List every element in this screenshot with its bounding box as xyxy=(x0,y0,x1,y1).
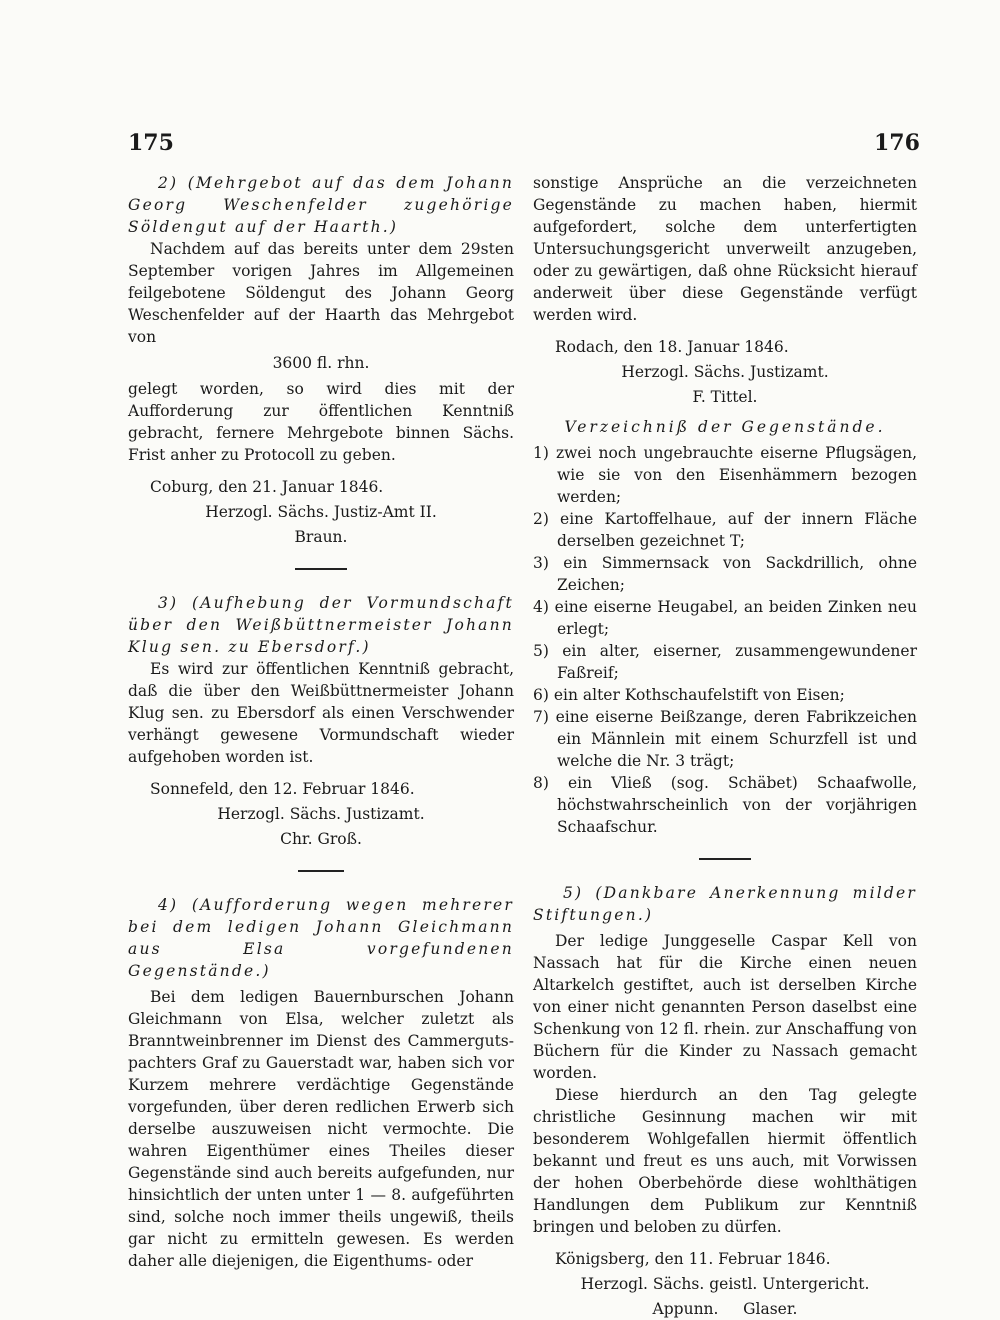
notice-2-text-2: gelegt worden, so wird dies mit der Aufforderung zur öffentlichen Kenntniß gebracht, fernere Mehrgebote binnen Sächs. Frist anher zu Protocoll zu geben. xyxy=(128,380,514,464)
notice-5-text-1: Der ledige Junggeselle Caspar Kell von Nassach hat für die Kirche einen neuen Altarkelch gestiftet, auch ist derselben Kirche von einer nicht genannten Person daselbst eine Schenkung von 12 fl. rhein. zur Anschaffung von Büchern für die Kinder zu Nassach gemacht worden. xyxy=(533,932,917,1082)
notice-4-text: Bei dem ledigen Bauernburschen Johann Gleichmann von Elsa, welcher zuletzt als Branntweinbrenner im Dienst des Cammergutspachters Graf zu Gauerstadt war, haben sich vor Kurzem mehrere verdächtige Gegenstände vorgefunden, über deren redlichen Erwerb sich derselbe auszuweisen nicht vermochte. Die wahren Eigenthümer eines Theiles dieser Gegenstände sind auch bereits aufgefunden, nur hinsichtlich der unten unter 1 — 8. aufgeführten sind, solche noch immer theils ungewiß, theils gar nicht zu ermitteln gewesen. Es werden daher alle diejenigen, die Eigenthums- oder xyxy=(128,988,514,1270)
notice-5-authority: Herzogl. Sächs. geistl. Untergericht. xyxy=(580,1275,870,1293)
notice-2-text-1: Nachdem auf das bereits unter dem 29sten September vorigen Jahres im Allgemeinen feilgebotene Söldengut des Johann Georg Weschenfelder auf der Haarth das Mehrgebot von xyxy=(128,240,514,346)
separator-rule xyxy=(295,568,347,570)
notice-3-signer: Chr. Groß. xyxy=(280,830,362,848)
notice-5-place-date: Königsberg, den 11. Februar 1846. xyxy=(555,1250,831,1268)
list-item: 6) ein alter Kothschaufelstift von Eisen; xyxy=(533,686,845,704)
notice-2-place-date: Coburg, den 21. Januar 1846. xyxy=(150,478,384,496)
page-number-left: 175 xyxy=(128,130,174,156)
notice-3-text: Es wird zur öffentlichen Kenntniß gebracht, daß die über den Weißbüttnermeister Johann Klug sen. zu Ebersdorf als einen Verschwender verhängt gewesene Vormundschaft wieder aufgehoben worden ist. xyxy=(128,660,514,766)
notice-5-text-2: Diese hierdurch an den Tag gelegte christliche Gesinnung machen wir mit besonderem Wohlgefallen hiermit öffentlich bekannt und freut es uns auch, mit Vorwissen der hohen Oberbehörde diese wohlthätigen Handlungen dem Publikum zur Kenntniß bringen und beloben zu dürfen. xyxy=(533,1086,917,1236)
list-item: 2) eine Kartoffelhaue, auf der innern Fläche derselben gezeichnet T; xyxy=(533,510,917,550)
item-list-title: Verzeichniß der Gegenstände. xyxy=(564,418,886,436)
separator-rule xyxy=(699,858,751,860)
notice-3-authority: Herzogl. Sächs. Justizamt. xyxy=(217,805,425,823)
notice-5-signer-1: Appunn. xyxy=(652,1300,719,1318)
notice-5-signer-2: Glaser. xyxy=(743,1300,798,1318)
list-item: 1) zwei noch ungebrauchte eiserne Pflugsägen, wie sie von den Eisenhämmern bezogen werden; xyxy=(533,444,917,506)
notice-4-place-date: Rodach, den 18. Januar 1846. xyxy=(555,338,789,356)
notice-3-heading: 3) (Aufhebung der Vormundschaft über den Weißbüttnermeister Johann Klug sen. zu Ebersdorf.) xyxy=(128,594,514,656)
notice-4-heading: 4) (Aufforderung wegen mehrerer bei dem ledigen Johann Gleichmann aus Elsa vorgefundenen Gegenstände.) xyxy=(128,896,514,980)
notice-3-place-date: Sonnefeld, den 12. Februar 1846. xyxy=(150,780,415,798)
notice-2-heading: 2) (Mehrgebot auf das dem Johann Georg Weschenfelder zugehörige Söldengut auf der Haarth.) xyxy=(128,174,514,236)
page-number-right: 176 xyxy=(874,130,920,156)
notice-4-authority: Herzogl. Sächs. Justizamt. xyxy=(621,363,829,381)
notice-2-signer: Braun. xyxy=(294,528,348,546)
separator-rule xyxy=(298,870,344,872)
notice-5-signers xyxy=(533,1298,917,1320)
list-item: 3) ein Simmernsack von Sackdrillich, ohne Zeichen; xyxy=(533,554,917,594)
item-list xyxy=(533,442,917,838)
left-column xyxy=(128,172,514,1272)
list-item: 8) ein Vließ (sog. Schäbet) Schaafwolle, höchstwahrscheinlich von der vorjährigen Schaafschur. xyxy=(533,774,917,836)
notice-4-signer: F. Tittel. xyxy=(692,388,758,406)
list-item: 5) ein alter, eiserner, zusammengewundener Faßreif; xyxy=(533,642,917,682)
notice-4-continuation: sonstige Ansprüche an die verzeichneten Gegenstände zu machen haben, hiermit aufgefordert, solche dem unterfertigten Untersuchungsgericht unverweilt anzugeben, oder zu gewärtigen, daß ohne Rücksicht hierauf anderweit über diese Gegenstände verfügt werden wird. xyxy=(533,174,917,324)
list-item: 4) eine eiserne Heugabel, an beiden Zinken neu erlegt; xyxy=(533,598,917,638)
right-column xyxy=(533,172,917,1320)
notice-2-amount: 3600 fl. rhn. xyxy=(272,354,370,372)
notice-2-authority: Herzogl. Sächs. Justiz-Amt II. xyxy=(205,503,437,521)
list-item: 7) eine eiserne Beißzange, deren Fabrikzeichen ein Männlein mit einem Schurzfell ist und welche die Nr. 3 trägt; xyxy=(533,708,917,770)
notice-5-heading: 5) (Dankbare Anerkennung milder Stiftungen.) xyxy=(533,884,917,924)
